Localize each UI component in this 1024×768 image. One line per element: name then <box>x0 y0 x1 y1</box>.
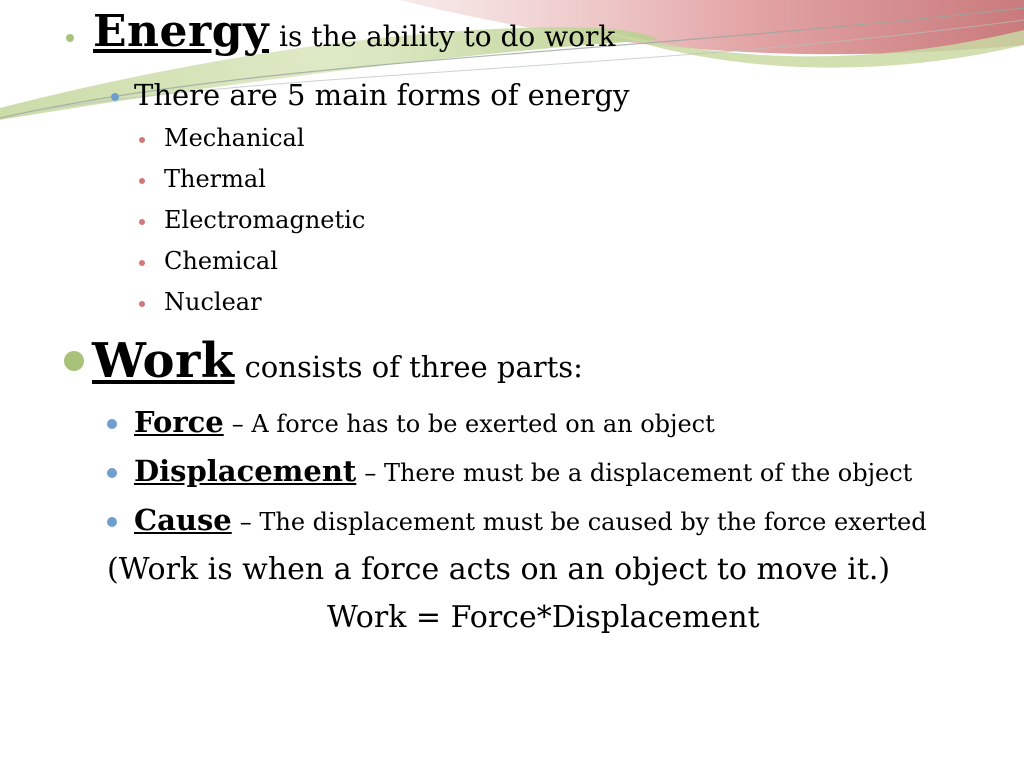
level2-bullet <box>107 419 117 429</box>
energy-form-item: Mechanical <box>164 124 305 152</box>
work-note: (Work is when a force acts on an object to move it.) <box>107 552 891 587</box>
level1-bullet <box>66 34 74 42</box>
level3-bullet <box>139 137 145 143</box>
level3-bullet <box>139 260 145 266</box>
level3-bullet <box>139 301 145 307</box>
work-part-description: – There must be a displacement of the object <box>364 459 913 487</box>
level3-bullet <box>139 178 145 184</box>
level1-bullet <box>64 351 84 371</box>
level2-bullet <box>107 517 117 527</box>
energy-forms-heading: There are 5 main forms of energy <box>134 78 630 112</box>
work-definition <box>92 333 583 389</box>
work-part-displacement <box>134 454 912 488</box>
energy-form-item: Nuclear <box>164 288 262 316</box>
work-definition-text: consists of three parts: <box>244 350 583 384</box>
energy-definition-text: is the ability to do work <box>279 20 616 53</box>
work-part-term: Displacement <box>134 454 357 488</box>
energy-definition <box>93 6 615 57</box>
work-part-cause <box>134 503 927 537</box>
energy-form-item: Electromagnetic <box>164 206 366 234</box>
level2-bullet <box>107 468 117 478</box>
work-formula: Work = Force*Displacement <box>327 600 760 635</box>
work-part-description: – A force has to be exerted on an object <box>231 410 715 438</box>
work-part-description: – The displacement must be caused by the force exerted <box>239 508 927 536</box>
energy-form-item: Chemical <box>164 247 278 275</box>
level2-bullet <box>111 93 119 101</box>
work-part-term: Cause <box>134 503 232 537</box>
level3-bullet <box>139 219 145 225</box>
work-term: Work <box>92 333 235 389</box>
energy-form-item: Thermal <box>164 165 266 193</box>
work-part-force <box>134 405 715 439</box>
work-part-term: Force <box>134 405 224 439</box>
energy-term: Energy <box>93 6 270 57</box>
